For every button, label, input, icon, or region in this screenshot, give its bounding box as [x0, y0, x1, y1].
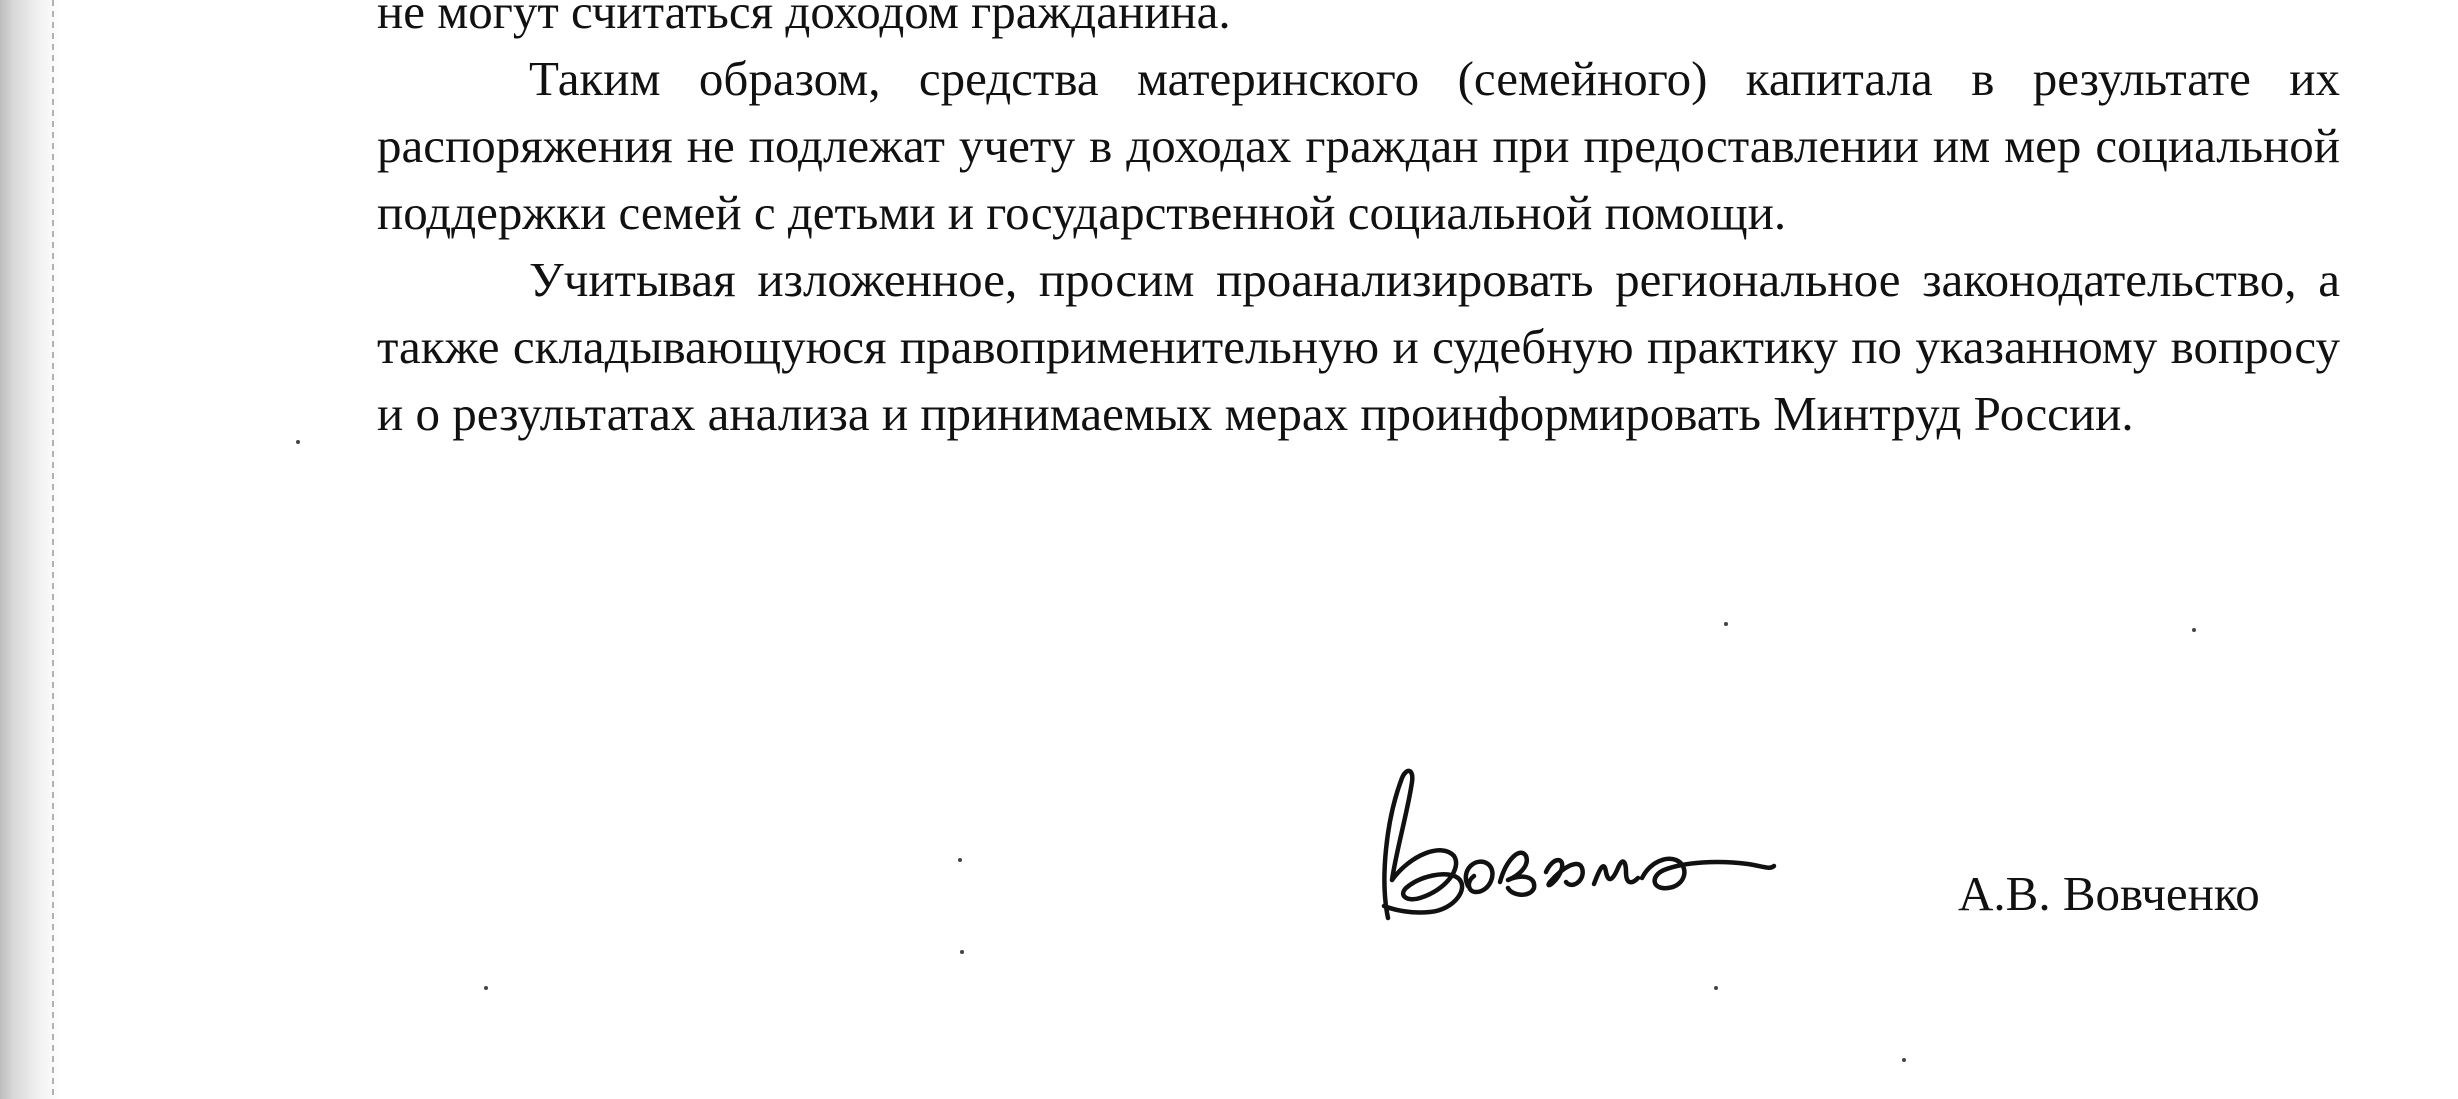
scan-speck [1902, 1058, 1906, 1062]
scan-speck [484, 986, 488, 990]
scan-speck [2192, 628, 2196, 632]
handwritten-signature [1350, 760, 1790, 930]
scan-speck [296, 440, 300, 444]
scan-speck [1724, 622, 1728, 626]
signer-name: А.В. Вовченко [1958, 866, 2260, 921]
scan-edge-line [52, 0, 54, 1099]
paragraph-conclusion: Таким образом, средства материнского (семейного) капитала в результате их распоряжения не подлежат учету в доходах граждан при предоставлении им мер социальной поддержки семей с детьми и государственной социальной помощи. [377, 51, 2340, 240]
scan-speck [958, 858, 962, 862]
scan-speck [960, 950, 964, 954]
letter-body [377, 0, 2340, 447]
scan-speck [1714, 986, 1718, 990]
paragraph-request: Учитывая изложенное, просим проанализировать региональное законодательство, а также складывающуюся правоприменительную и судебную практику по указанному вопросу и о результатах анализа и принимаемых мерах проинформировать Минтруд России. [377, 252, 2340, 441]
paragraph-tail: не могут считаться доходом гражданина. [377, 0, 1231, 39]
